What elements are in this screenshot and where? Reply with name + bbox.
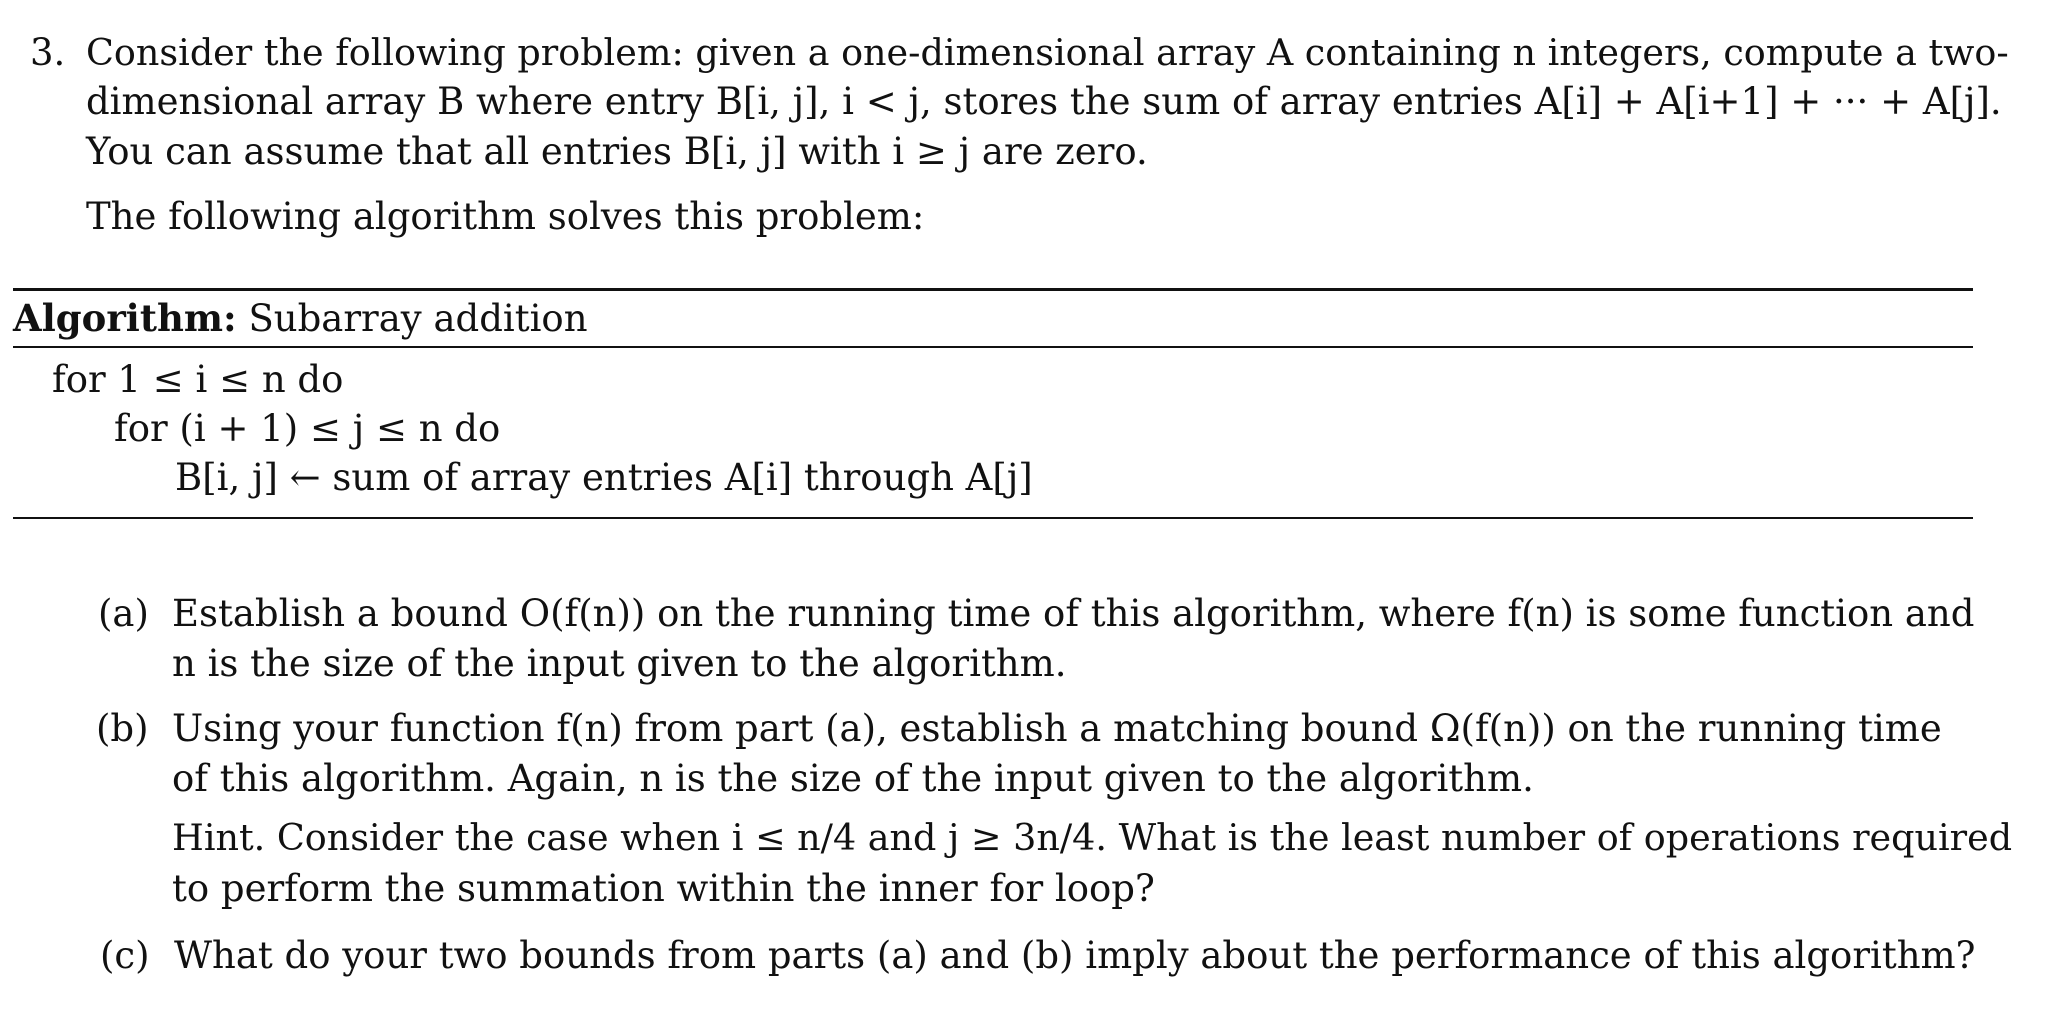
part-a-line-1: Establish a bound O(f(n)) on the running time of this algorithm, where f(n) is some function and <box>172 592 1975 635</box>
part-b-label: (b) <box>96 707 149 750</box>
algorithm-intro: The following algorithm solves this problem: <box>86 195 925 238</box>
problem-statement-line-2: dimensional array B where entry B[i, j], i < j, stores the sum of array entries A[i] + A[i+1] + ··· + A[j]. <box>86 80 2002 123</box>
part-b-line-1: Using your function f(n) from part (a), establish a matching bound Ω(f(n)) on the running time <box>172 707 1942 750</box>
part-b-hint-line-1: Hint. Consider the case when i ≤ n/4 and j ≥ 3n/4. What is the least number of operations required <box>172 816 2013 859</box>
algorithm-line-assignment: B[i, j] ← sum of array entries A[i] through A[j] <box>175 456 1033 499</box>
part-c-line-1: What do your two bounds from parts (a) and (b) imply about the performance of this algorithm? <box>174 934 1976 977</box>
algorithm-line-outer-loop: for 1 ≤ i ≤ n do <box>52 358 344 401</box>
algorithm-bottom-rule <box>13 517 1973 519</box>
algorithm-top-rule <box>13 288 1973 291</box>
problem-number: 3. <box>30 31 66 74</box>
algorithm-title <box>13 295 588 342</box>
problem-statement-line-1: Consider the following problem: given a one-dimensional array A containing n integers, compute a two- <box>86 31 2009 74</box>
part-c-label: (c) <box>100 934 150 977</box>
part-b-hint-line-2: to perform the summation within the inner for loop? <box>172 867 1155 910</box>
problem-statement-line-3: You can assume that all entries B[i, j] with i ≥ j are zero. <box>86 130 1148 173</box>
algorithm-label: Algorithm: <box>13 296 237 340</box>
algorithm-header-rule <box>13 346 1973 348</box>
part-b-line-2: of this algorithm. Again, n is the size of the input given to the algorithm. <box>172 757 1534 800</box>
algorithm-name: Subarray addition <box>248 297 588 340</box>
part-a-line-2: n is the size of the input given to the algorithm. <box>172 642 1067 685</box>
algorithm-line-inner-loop: for (i + 1) ≤ j ≤ n do <box>114 407 501 450</box>
part-a-label: (a) <box>98 592 149 635</box>
